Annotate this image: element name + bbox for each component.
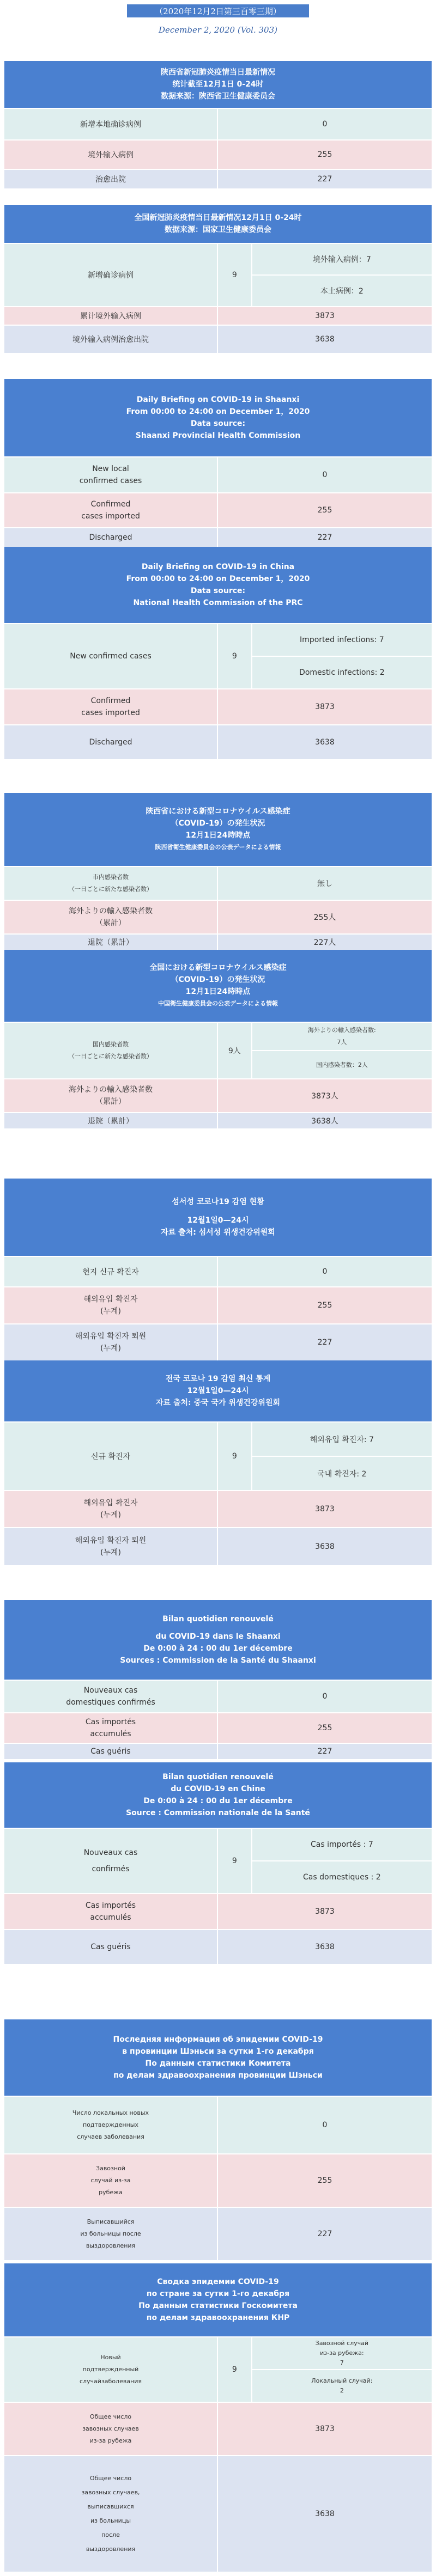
table-row — [4, 1929, 432, 1964]
table-row — [4, 108, 432, 139]
domestic-count: Локальный случай: 2 — [252, 2369, 432, 2402]
row-label: Cas importés accumulés — [4, 1713, 218, 1743]
table-row — [4, 1490, 432, 1527]
row-value: 0 — [322, 471, 328, 479]
row-value: 3873 — [315, 312, 335, 320]
en-shaanxi-table — [4, 379, 432, 547]
row-label: 해외유입 확진자 퇴원 (누계) — [4, 1324, 218, 1360]
row-label: 해외유입 확진자 퇴원 (누계) — [4, 1528, 218, 1565]
title-line: Daily Briefing on COVID-19 in China — [141, 563, 295, 571]
row-label: 新增本地确诊病例 — [4, 109, 218, 139]
row-label: 新增确诊病例 — [4, 244, 218, 306]
title-line: From 00:00 to 24:00 on December 1，2020 — [126, 575, 310, 583]
title-line: по делам здравоохранения КНР — [146, 2313, 290, 2322]
zh-national-title — [4, 205, 432, 243]
title-line: 全国新冠肺炎疫情当日最新情况12月1日 0-24时 — [134, 213, 302, 222]
row-label: Nouveaux cas domestiques confirmés — [4, 1681, 218, 1712]
zh-shaanxi-title — [4, 61, 432, 108]
title-line: 数据来源：陕西省卫生健康委员会 — [161, 92, 275, 101]
row-label: Confirmed cases imported — [4, 493, 218, 527]
title-line: По данным статистики Комитета — [145, 2059, 291, 2068]
row-label: 累计境外输入病例 — [4, 307, 218, 325]
title-line: du COVID-19 dans le Shaanxi — [155, 1632, 281, 1641]
table-row — [4, 456, 432, 492]
title-line: в провинции Шэньси за сутки 1-го декабря — [122, 2047, 314, 2056]
row-label: Nouveaux cas confirmés — [4, 1829, 218, 1893]
ko-national-title — [4, 1360, 432, 1421]
row-label: 市内感染者数 （一日ごとに新たな感染者数） — [4, 867, 218, 900]
table-row — [4, 1743, 432, 1759]
title-line: Shaanxi Provincial Health Commission — [135, 431, 301, 440]
table-row — [4, 2153, 432, 2207]
title-line: по делам здравоохранения провинции Шэньси — [113, 2071, 323, 2080]
row-label: 海外よりの輸入感染者数 （累計） — [4, 901, 218, 933]
en-national-title — [4, 547, 432, 623]
row-value: 255 — [317, 506, 332, 515]
row-label: 境外输入病例治愈出院 — [4, 326, 218, 353]
row-label: Cas importés accumulés — [4, 1894, 218, 1929]
ko-shaanxi-table — [4, 1179, 432, 1360]
row-value: 3873人 — [311, 1092, 338, 1101]
title-line: Source : Commission nationale de la Santé — [126, 1809, 310, 1817]
title-line: 전국 코로나 19 감염 최신 통계 — [165, 1375, 271, 1383]
row-total: 9 — [218, 244, 252, 306]
title-line: 陝西省衛生健康委員会の公表データによる情報 — [155, 844, 281, 851]
row-label: Cas guéris — [4, 1744, 218, 1759]
row-total: 9 — [218, 2337, 252, 2402]
row-value: 255 — [317, 1724, 332, 1732]
row-label: 신규 확진자 — [4, 1423, 218, 1490]
table-row — [4, 1286, 432, 1323]
title-line: 12月1日24時時点 — [185, 987, 251, 996]
ru-shaanxi-title — [4, 2019, 432, 2096]
table-row — [4, 139, 432, 169]
ja-shaanxi-title — [4, 793, 432, 866]
title-line: 陝西省における新型コロナウイルス感染症 — [146, 807, 290, 816]
imported-count: Cas importés : 7 — [310, 1840, 373, 1849]
row-label: Discharged — [4, 725, 218, 759]
title-line: 12月1日24時時点 — [185, 831, 251, 840]
table-row — [4, 2455, 432, 2572]
table-row — [4, 900, 432, 933]
table-row — [4, 1680, 432, 1712]
row-value: 3873 — [315, 1505, 335, 1513]
row-label: Общее число завозных случаев из-за рубежа — [4, 2403, 218, 2455]
row-value: 227人 — [313, 938, 336, 947]
table-row — [4, 1527, 432, 1565]
ko-national-table — [4, 1360, 432, 1565]
row-label: 退院（累計） — [4, 935, 218, 950]
issue-badge — [127, 4, 309, 17]
domestic-count: 本土病例：2 — [252, 274, 432, 306]
title-line: 자료 출처: 중국 국가 위생건강위원회 — [156, 1399, 280, 1407]
table-row-new-cases — [4, 1421, 432, 1490]
ja-national-table — [4, 950, 432, 1128]
zh-shaanxi-table — [4, 61, 432, 188]
row-value: 227 — [317, 1747, 332, 1756]
row-value: 無し — [317, 880, 332, 888]
table-row — [4, 2207, 432, 2260]
en-national-table — [4, 547, 432, 759]
row-total: 9 — [218, 1423, 252, 1490]
row-value: 0 — [322, 1267, 328, 1276]
domestic-count: Domestic infections: 2 — [252, 656, 432, 688]
table-row — [4, 1893, 432, 1929]
title-line: De 0:00 à 24 : 00 du 1er décembre — [143, 1644, 293, 1653]
row-value: 3638 — [315, 1943, 335, 1951]
table-row — [4, 688, 432, 724]
row-value: 3873 — [315, 2425, 335, 2433]
title-line: Последняя информация об эпидемии COVID-19 — [113, 2035, 323, 2044]
row-label: Discharged — [4, 528, 218, 547]
ja-national-title — [4, 950, 432, 1022]
row-value: 227 — [317, 2230, 332, 2238]
row-label: New confirmed cases — [4, 624, 218, 688]
title-line: Сводка эпидемии COVID-19 — [157, 2278, 279, 2286]
title-line: Bilan quotidien renouvelé — [162, 1773, 274, 1781]
row-value: 0 — [322, 120, 328, 129]
row-breakdown — [252, 1023, 432, 1078]
ru-shaanxi-table — [4, 2019, 432, 2260]
en-shaanxi-title — [4, 379, 432, 456]
imported-count: Завозной случай из-за рубежа: 7 — [315, 2340, 369, 2366]
title-line: Bilan quotidien renouvelé — [162, 1615, 274, 1623]
table-row-new-cases — [4, 2336, 432, 2402]
row-value: 0 — [322, 2121, 328, 2129]
table-row-new-cases — [4, 243, 432, 306]
row-value: 3638 — [315, 738, 335, 747]
table-row — [4, 492, 432, 527]
title-line: 陕西省新冠肺炎疫情当日最新情况 — [161, 68, 275, 77]
title-line: Daily Briefing on COVID-19 in Shaanxi — [136, 395, 300, 404]
title-line: 中国衛生健康委員会の公表データによる情報 — [158, 1000, 278, 1007]
row-total: 9人 — [218, 1023, 252, 1078]
row-value: 3638 — [315, 1542, 335, 1551]
ru-national-title — [4, 2263, 432, 2336]
title-line: 数据来源：国家卫生健康委员会 — [165, 225, 271, 234]
row-value: 255人 — [313, 913, 336, 922]
row-breakdown — [252, 1423, 432, 1490]
title-line: De 0:00 à 24 : 00 du 1er décembre — [143, 1797, 293, 1805]
row-value: 227 — [317, 1338, 332, 1347]
table-row-new-cases — [4, 1828, 432, 1893]
date-line: December 2, 2020 (Vol. 303) — [159, 25, 277, 35]
row-breakdown — [252, 624, 432, 688]
domestic-count: Cas domestiques : 2 — [252, 1860, 432, 1893]
row-value: 0 — [322, 1692, 328, 1701]
row-total: 9 — [218, 624, 252, 688]
row-label: Cas guéris — [4, 1930, 218, 1964]
row-value: 3873 — [315, 703, 335, 711]
imported-count: 境外输入病例：7 — [312, 255, 371, 264]
row-value: 3873 — [315, 1907, 335, 1916]
title-line: From 00:00 to 24:00 on December 1，2020 — [126, 407, 310, 416]
row-label: Выписавшийся из больницы после выздоровления — [4, 2208, 218, 2260]
issue-text: （2020年12月2日第三百零三期） — [155, 6, 281, 16]
ko-shaanxi-title — [4, 1179, 432, 1256]
fr-shaanxi-table — [4, 1600, 432, 1759]
table-row — [4, 169, 432, 188]
row-value: 3638 — [315, 335, 335, 344]
row-value: 3638人 — [311, 1117, 338, 1126]
row-label: Confirmed cases imported — [4, 689, 218, 724]
fr-national-table — [4, 1762, 432, 1964]
domestic-count: 국내 확진자: 2 — [252, 1456, 432, 1490]
table-row — [4, 306, 432, 325]
table-row-new-cases — [4, 1022, 432, 1078]
table-row-new-cases — [4, 623, 432, 688]
row-label: 治愈出院 — [4, 170, 218, 188]
row-total: 9 — [218, 1829, 252, 1893]
fr-national-title — [4, 1762, 432, 1828]
title-line: 12월1일0—24시 — [187, 1216, 249, 1225]
row-value: 255 — [317, 1301, 332, 1310]
table-row — [4, 1323, 432, 1360]
row-label: 退院（累計） — [4, 1113, 218, 1128]
table-row — [4, 933, 432, 950]
zh-national-table — [4, 205, 432, 353]
table-row — [4, 1256, 432, 1286]
table-row — [4, 866, 432, 900]
title-line: （COVID-19）の発生状況 — [171, 975, 265, 984]
title-line: По данным статистики Госкомитета — [138, 2302, 298, 2310]
table-row — [4, 1112, 432, 1128]
row-label: 国内感染者数 （一日ごとに新たな感染者数） — [4, 1023, 218, 1078]
table-row — [4, 1712, 432, 1743]
row-value: 255 — [317, 150, 332, 159]
title-line: 统计截至12月1日 0-24时 — [172, 80, 264, 89]
title-line: 全国における新型コロナウイルス感染症 — [149, 963, 287, 972]
row-breakdown — [252, 1829, 432, 1893]
row-label: 海外よりの輸入感染者数 （累計） — [4, 1079, 218, 1112]
title-line: 12월1일0—24시 — [187, 1387, 249, 1395]
title-line: Data source: — [190, 587, 246, 595]
table-row — [4, 1078, 432, 1112]
title-line: du COVID-19 en Chine — [171, 1785, 265, 1793]
title-line: National Health Commission of the PRC — [133, 599, 303, 607]
row-label: 현지 신규 확진자 — [4, 1257, 218, 1286]
table-row — [4, 527, 432, 547]
row-label: Завозной случай из-за рубежа — [4, 2154, 218, 2207]
row-value: 255 — [317, 2176, 332, 2185]
imported-count: 海外よりの輸入感染者数: 7人 — [307, 1027, 376, 1046]
row-breakdown — [252, 2337, 432, 2402]
ru-national-table — [4, 2263, 432, 2572]
row-breakdown — [252, 244, 432, 306]
row-label: Новый подтвержденный случайзаболевания — [4, 2337, 218, 2402]
ja-shaanxi-table — [4, 793, 432, 950]
table-row — [4, 2402, 432, 2455]
row-label: Число локальных новых подтвержденных случаев заболевания — [4, 2097, 218, 2153]
row-label: 境外输入病例 — [4, 141, 218, 169]
title-line: （COVID-19）の発生状況 — [171, 819, 265, 828]
title-line: по стране за сутки 1-го декабря — [146, 2290, 290, 2298]
table-row — [4, 724, 432, 759]
title-line: Sources : Commission de la Santé du Shaanxi — [120, 1656, 316, 1665]
table-row — [4, 325, 432, 353]
row-label: Общее число завозных случаев, выписавшихся из больницы после выздоровления — [4, 2456, 218, 2572]
imported-count: 해외유입 확진자: 7 — [310, 1435, 374, 1444]
row-label: New local confirmed cases — [4, 457, 218, 492]
imported-count: Imported infections: 7 — [300, 636, 384, 644]
row-value: 227 — [317, 175, 332, 184]
table-row — [4, 2096, 432, 2153]
fr-shaanxi-title — [4, 1600, 432, 1680]
row-value: 227 — [317, 533, 332, 542]
domestic-count: 国内感染者数：2人 — [252, 1050, 432, 1078]
row-label: 해외유입 확진자 (누계) — [4, 1287, 218, 1323]
title-line: 섬서성 코로나19 감염 현황 — [172, 1198, 264, 1206]
row-label: 해외유입 확진자 (누계) — [4, 1491, 218, 1527]
title-line: 자료 출처: 섬서성 위생건강위원회 — [161, 1228, 275, 1237]
row-value: 3638 — [315, 2510, 335, 2518]
title-line: Data source: — [190, 419, 246, 428]
